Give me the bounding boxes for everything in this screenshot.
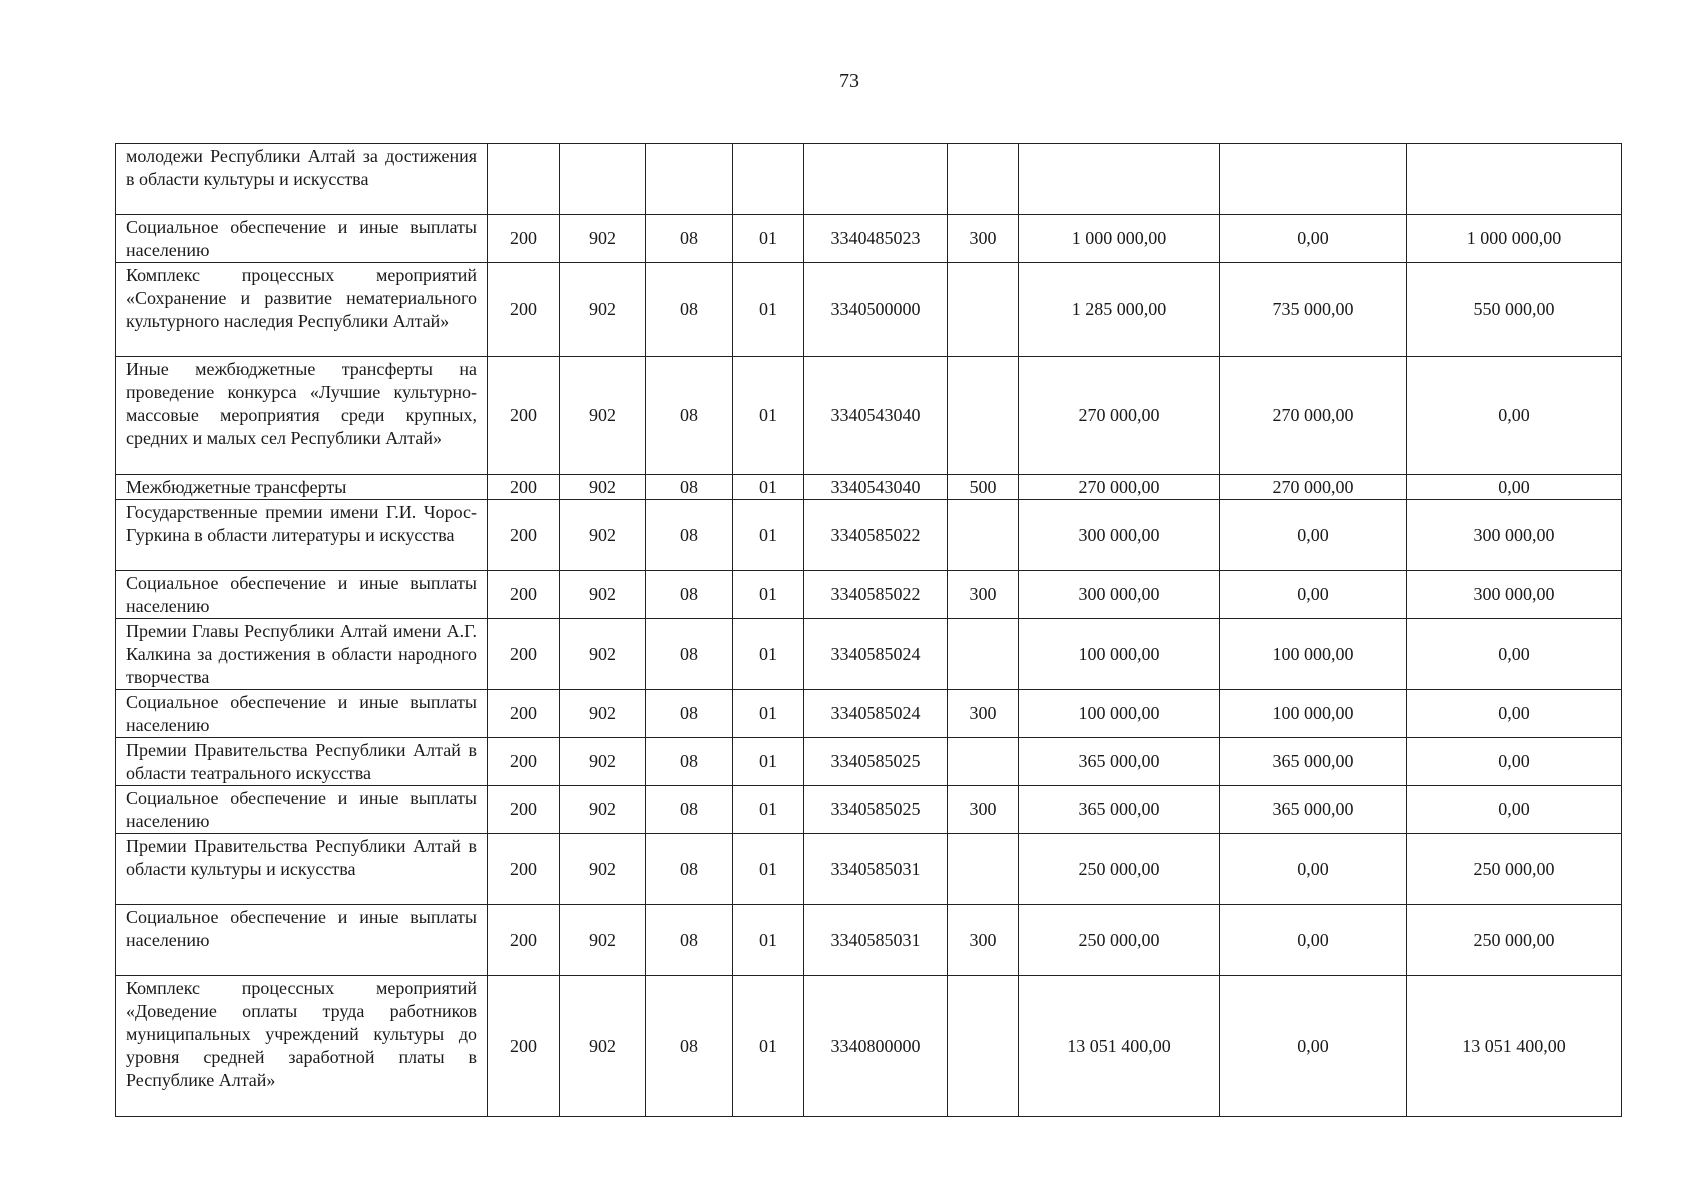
- row-name-text: Комплекс процессных мероприятий «Доведение оплаты труда работников муниципальных учреждений культуры до уровня средней заработной платы в Республике Алтай»: [126, 978, 477, 1090]
- subsection-cell: 01: [733, 500, 804, 571]
- regional-amount-cell: 300 000,00: [1407, 571, 1622, 619]
- subsection-cell: 01: [733, 357, 804, 475]
- expense-type-cell: 300: [948, 786, 1019, 834]
- ministry-code-cell: 200: [488, 500, 560, 571]
- regional-amount-cell: 0,00: [1407, 786, 1622, 834]
- row-name-cell: [116, 144, 488, 215]
- regional-amount-cell: 0,00: [1407, 357, 1622, 475]
- federal-amount-cell: 0,00: [1220, 215, 1407, 263]
- department-code-cell: 902: [560, 905, 646, 976]
- section-cell: [646, 144, 733, 215]
- total-amount-cell: 300 000,00: [1019, 500, 1220, 571]
- expense-type-cell: 300: [948, 905, 1019, 976]
- row-name-cell: [116, 690, 488, 738]
- department-code-cell: 902: [560, 619, 646, 690]
- subsection-cell: 01: [733, 619, 804, 690]
- row-name-text: Премии Правительства Республики Алтай в области театрального искусства: [126, 740, 477, 783]
- total-amount-cell: 1 000 000,00: [1019, 215, 1220, 263]
- department-code-cell: 902: [560, 500, 646, 571]
- row-name-text: молодежи Республики Алтай за достижения в области культуры и искусства: [126, 146, 477, 189]
- target-article-cell: 3340585022: [804, 571, 948, 619]
- expense-type-cell: [948, 619, 1019, 690]
- section-cell: 08: [646, 357, 733, 475]
- table-row: [116, 475, 1622, 500]
- row-name-text: Премии Главы Республики Алтай имени А.Г. Калкина за достижения в области народного творчества: [126, 621, 477, 687]
- total-amount-cell: 1 285 000,00: [1019, 263, 1220, 357]
- expense-type-cell: 300: [948, 571, 1019, 619]
- row-name-text: Государственные премии имени Г.И. Чорос-Гуркина в области литературы и искусства: [126, 502, 477, 545]
- table-row: [116, 786, 1622, 834]
- federal-amount-cell: 0,00: [1220, 571, 1407, 619]
- subsection-cell: [733, 144, 804, 215]
- department-code-cell: 902: [560, 263, 646, 357]
- ministry-code-cell: 200: [488, 738, 560, 786]
- total-amount-cell: 100 000,00: [1019, 619, 1220, 690]
- federal-amount-cell: 0,00: [1220, 905, 1407, 976]
- table-row: [116, 738, 1622, 786]
- section-cell: 08: [646, 834, 733, 905]
- subsection-cell: 01: [733, 976, 804, 1117]
- federal-amount-cell: 100 000,00: [1220, 619, 1407, 690]
- department-code-cell: 902: [560, 738, 646, 786]
- total-amount-cell: 13 051 400,00: [1019, 976, 1220, 1117]
- department-code-cell: 902: [560, 976, 646, 1117]
- target-article-cell: 3340543040: [804, 357, 948, 475]
- regional-amount-cell: 300 000,00: [1407, 500, 1622, 571]
- table-row: [116, 144, 1622, 215]
- subsection-cell: 01: [733, 834, 804, 905]
- expense-type-cell: 300: [948, 690, 1019, 738]
- federal-amount-cell: 0,00: [1220, 976, 1407, 1117]
- expense-type-cell: [948, 500, 1019, 571]
- row-name-text: Социальное обеспечение и иные выплаты населению: [126, 573, 477, 616]
- row-name-cell: [116, 738, 488, 786]
- department-code-cell: 902: [560, 571, 646, 619]
- row-name-cell: [116, 357, 488, 475]
- target-article-cell: 3340800000: [804, 976, 948, 1117]
- target-article-cell: 3340585031: [804, 905, 948, 976]
- total-amount-cell: 270 000,00: [1019, 357, 1220, 475]
- row-name-cell: [116, 905, 488, 976]
- row-name-cell: [116, 571, 488, 619]
- regional-amount-cell: 0,00: [1407, 690, 1622, 738]
- section-cell: 08: [646, 500, 733, 571]
- table-row: [116, 500, 1622, 571]
- target-article-cell: 3340500000: [804, 263, 948, 357]
- regional-amount-cell: 0,00: [1407, 475, 1622, 500]
- target-article-cell: 3340543040: [804, 475, 948, 500]
- federal-amount-cell: 0,00: [1220, 834, 1407, 905]
- ministry-code-cell: 200: [488, 215, 560, 263]
- total-amount-cell: 365 000,00: [1019, 786, 1220, 834]
- subsection-cell: 01: [733, 571, 804, 619]
- page-number: 73: [839, 70, 859, 92]
- ministry-code-cell: 200: [488, 905, 560, 976]
- department-code-cell: 902: [560, 690, 646, 738]
- total-amount-cell: [1019, 144, 1220, 215]
- subsection-cell: 01: [733, 738, 804, 786]
- subsection-cell: 01: [733, 263, 804, 357]
- subsection-cell: 01: [733, 215, 804, 263]
- row-name-text: Социальное обеспечение и иные выплаты населению: [126, 788, 477, 831]
- subsection-cell: 01: [733, 690, 804, 738]
- target-article-cell: [804, 144, 948, 215]
- expense-type-cell: [948, 144, 1019, 215]
- target-article-cell: 3340585025: [804, 786, 948, 834]
- row-name-text: Премии Правительства Республики Алтай в области культуры и искусства: [126, 836, 477, 879]
- department-code-cell: 902: [560, 357, 646, 475]
- section-cell: 08: [646, 976, 733, 1117]
- federal-amount-cell: 365 000,00: [1220, 786, 1407, 834]
- subsection-cell: 01: [733, 786, 804, 834]
- regional-amount-cell: 13 051 400,00: [1407, 976, 1622, 1117]
- row-name-cell: [116, 786, 488, 834]
- target-article-cell: 3340485023: [804, 215, 948, 263]
- ministry-code-cell: 200: [488, 834, 560, 905]
- target-article-cell: 3340585025: [804, 738, 948, 786]
- row-name-cell: [116, 263, 488, 357]
- total-amount-cell: 270 000,00: [1019, 475, 1220, 500]
- total-amount-cell: 365 000,00: [1019, 738, 1220, 786]
- federal-amount-cell: [1220, 144, 1407, 215]
- table-row: [116, 215, 1622, 263]
- row-name-text: Иные межбюджетные трансферты на проведение конкурса «Лучшие культурно-массовые мероприятия среди крупных, средних и малых сел Республики Алтай»: [126, 359, 477, 448]
- regional-amount-cell: [1407, 144, 1622, 215]
- ministry-code-cell: 200: [488, 786, 560, 834]
- target-article-cell: 3340585024: [804, 619, 948, 690]
- ministry-code-cell: 200: [488, 571, 560, 619]
- budget-table: [115, 143, 1622, 1117]
- section-cell: 08: [646, 619, 733, 690]
- row-name-cell: [116, 976, 488, 1117]
- regional-amount-cell: 250 000,00: [1407, 905, 1622, 976]
- ministry-code-cell: 200: [488, 619, 560, 690]
- department-code-cell: 902: [560, 475, 646, 500]
- regional-amount-cell: 1 000 000,00: [1407, 215, 1622, 263]
- row-name-text: Социальное обеспечение и иные выплаты населению: [126, 692, 477, 735]
- expense-type-cell: 300: [948, 215, 1019, 263]
- department-code-cell: 902: [560, 215, 646, 263]
- federal-amount-cell: 100 000,00: [1220, 690, 1407, 738]
- table-row: [116, 263, 1622, 357]
- department-code-cell: 902: [560, 786, 646, 834]
- department-code-cell: [560, 144, 646, 215]
- section-cell: 08: [646, 571, 733, 619]
- row-name-text: Социальное обеспечение и иные выплаты населению: [126, 217, 477, 260]
- federal-amount-cell: 270 000,00: [1220, 357, 1407, 475]
- federal-amount-cell: 735 000,00: [1220, 263, 1407, 357]
- row-name-text: Комплекс процессных мероприятий «Сохранение и развитие нематериального культурного наследия Республики Алтай»: [126, 265, 477, 331]
- expense-type-cell: 500: [948, 475, 1019, 500]
- table-row: [116, 619, 1622, 690]
- row-name-cell: [116, 475, 488, 500]
- expense-type-cell: [948, 357, 1019, 475]
- ministry-code-cell: [488, 144, 560, 215]
- section-cell: 08: [646, 475, 733, 500]
- ministry-code-cell: 200: [488, 263, 560, 357]
- ministry-code-cell: 200: [488, 475, 560, 500]
- section-cell: 08: [646, 738, 733, 786]
- subsection-cell: 01: [733, 905, 804, 976]
- regional-amount-cell: 0,00: [1407, 619, 1622, 690]
- expense-type-cell: [948, 834, 1019, 905]
- target-article-cell: 3340585031: [804, 834, 948, 905]
- total-amount-cell: 250 000,00: [1019, 905, 1220, 976]
- section-cell: 08: [646, 215, 733, 263]
- table-row: [116, 690, 1622, 738]
- section-cell: 08: [646, 905, 733, 976]
- row-name-cell: [116, 834, 488, 905]
- regional-amount-cell: 250 000,00: [1407, 834, 1622, 905]
- ministry-code-cell: 200: [488, 690, 560, 738]
- regional-amount-cell: 550 000,00: [1407, 263, 1622, 357]
- expense-type-cell: [948, 738, 1019, 786]
- table-row: [116, 976, 1622, 1117]
- section-cell: 08: [646, 786, 733, 834]
- total-amount-cell: 100 000,00: [1019, 690, 1220, 738]
- subsection-cell: 01: [733, 475, 804, 500]
- expense-type-cell: [948, 263, 1019, 357]
- total-amount-cell: 250 000,00: [1019, 834, 1220, 905]
- row-name-cell: [116, 215, 488, 263]
- table-row: [116, 905, 1622, 976]
- department-code-cell: 902: [560, 834, 646, 905]
- section-cell: 08: [646, 263, 733, 357]
- federal-amount-cell: 270 000,00: [1220, 475, 1407, 500]
- ministry-code-cell: 200: [488, 357, 560, 475]
- section-cell: 08: [646, 690, 733, 738]
- table-row: [116, 571, 1622, 619]
- table-row: [116, 834, 1622, 905]
- target-article-cell: 3340585024: [804, 690, 948, 738]
- regional-amount-cell: 0,00: [1407, 738, 1622, 786]
- ministry-code-cell: 200: [488, 976, 560, 1117]
- target-article-cell: 3340585022: [804, 500, 948, 571]
- row-name-text: Межбюджетные трансферты: [126, 477, 347, 497]
- total-amount-cell: 300 000,00: [1019, 571, 1220, 619]
- table-row: [116, 357, 1622, 475]
- row-name-cell: [116, 619, 488, 690]
- row-name-cell: [116, 500, 488, 571]
- federal-amount-cell: 365 000,00: [1220, 738, 1407, 786]
- row-name-text: Социальное обеспечение и иные выплаты населению: [126, 907, 477, 950]
- federal-amount-cell: 0,00: [1220, 500, 1407, 571]
- expense-type-cell: [948, 976, 1019, 1117]
